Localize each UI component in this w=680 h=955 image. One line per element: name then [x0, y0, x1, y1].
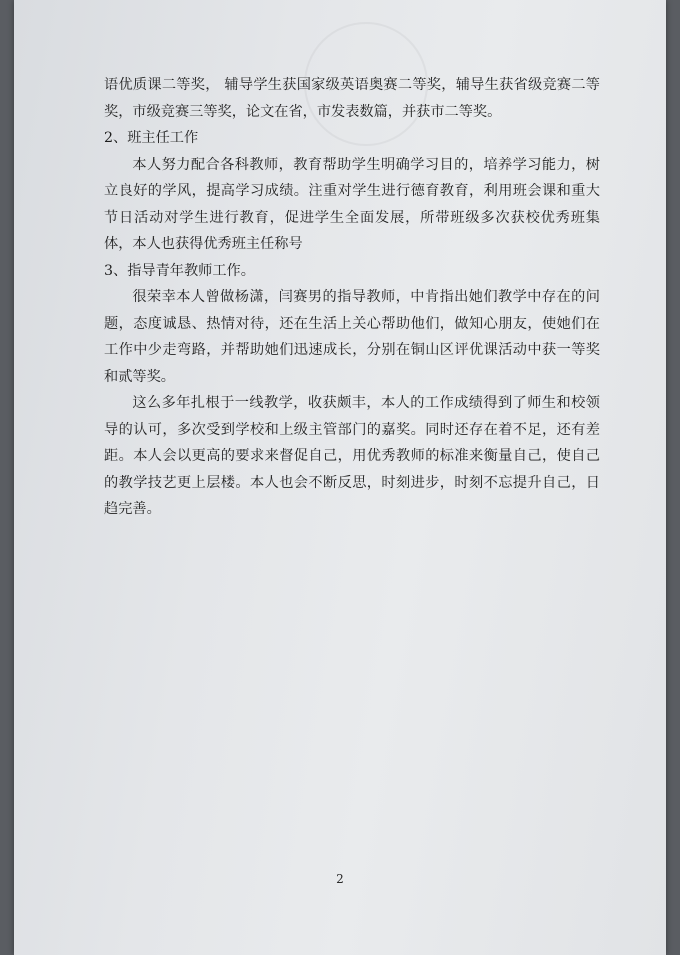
paragraph-class-teacher-work: 本人努力配合各科教师，教育帮助学生明确学习目的，培养学习能力，树立良好的学风，提高学习成绩。注重对学生进行德育教育，利用班会课和重大节日活动对学生进行教育，促进学生全面发展，所带班级多次获校优秀班集体，本人也获得优秀班主任称号: [104, 156, 600, 252]
document-page: [14, 0, 666, 955]
paragraph-guiding-young-teachers: 很荣幸本人曾做杨潇，闫赛男的指导教师，中肯指出她们教学中存在的问题，态度诚恳、热情对待，还在生活上关心帮助他们，做知心朋友，使她们在工作中少走弯路，并帮助她们迅速成长，分别在铜山区评优课活动中获一等奖和贰等奖。: [104, 289, 600, 385]
heading-class-teacher-work: 2、班主任工作: [104, 130, 199, 146]
page-number: 2: [336, 872, 344, 886]
paragraph-awards-continued: 语优质课二等奖， 辅导学生获国家级英语奥赛二等奖，辅导生获省级竞赛二等奖，市级竞赛三等奖，论文在省，市发表数篇，并获市二等奖。: [104, 77, 600, 120]
document-body: [104, 72, 600, 523]
heading-guiding-young-teachers: 3、指导青年教师工作。: [104, 262, 255, 279]
paragraph-summary: 这么多年扎根于一线教学，收获颇丰，本人的工作成绩得到了师生和校领导的认可，多次受到学校和上级主管部门的嘉奖。同时还存在着不足，还有差距。本人会以更高的要求来督促自己，用优秀教师的标准来衡量自己，使自己的教学技艺更上层楼。本人也会不断反思，时刻进步，时刻不忘提升自己，日趋完善。: [104, 395, 600, 517]
